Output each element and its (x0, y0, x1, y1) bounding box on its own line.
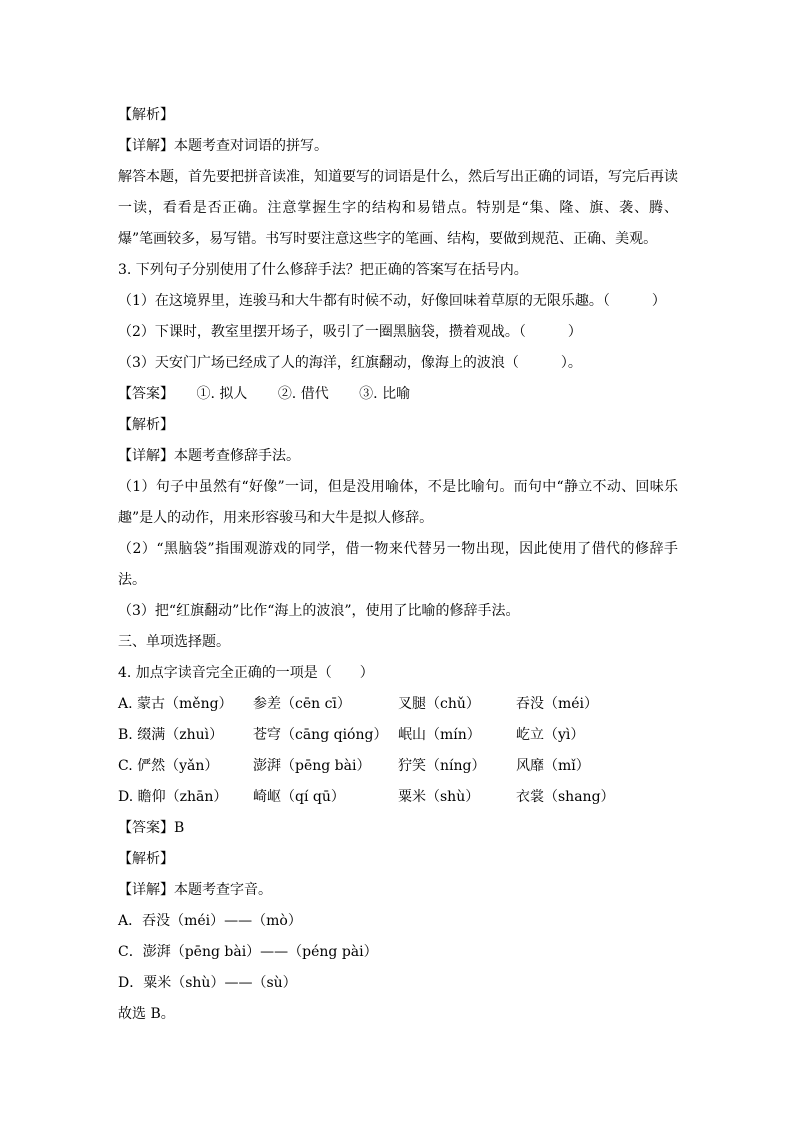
document-page (118, 100, 678, 1030)
analysis-heading: 【解析】 (118, 107, 174, 123)
answer-item: ③. 比喻 (359, 386, 411, 402)
detail-heading: 【详解】本题考查修辞手法。 (118, 448, 300, 464)
question-4: 4. 加点字读音完全正确的一项是（ ） (118, 665, 374, 681)
answer-label: 【答案】 (118, 386, 174, 402)
question-3-sentence-2: （2）下课时，教室里摆开场子，吸引了一圈黑脑袋，攒着观战。（ ） (118, 324, 582, 340)
option-row-c (118, 751, 678, 782)
correction-a: A．吞没（méi）——（mò） (118, 913, 302, 929)
question-3-sentence-1: （1）在这境界里，连骏马和大牛都有时候不动，好像回味着草原的无限乐趣。（ ） (118, 293, 666, 309)
explanation-2: （2）“黑脑袋”指围观游戏的同学，借一物来代替另一物出现，因此使用了借代的修辞手法。 (118, 541, 678, 588)
option-row-a (118, 689, 678, 720)
correction-d: D．粟米（shù）——（sù） (118, 975, 297, 991)
option-cell: 粟米（shù） (398, 789, 480, 805)
option-row-d (118, 782, 678, 813)
option-row-b (118, 720, 678, 751)
option-cell: A. 蒙古（měng） (118, 696, 233, 712)
question-3: 3. 下列句子分别使用了什么修辞手法？把正确的答案写在括号内。 (118, 262, 528, 278)
answer-item: ①. 拟人 (196, 386, 248, 402)
conclusion: 故选 B。 (118, 1006, 175, 1022)
option-cell: 吞没（méi） (516, 696, 599, 712)
option-cell: 崎岖（qí qū） (253, 789, 345, 805)
explanation-1: （1）句子中虽然有“好像”一词，但是没用喻体，不是比喻句。而句中“静立不动、回味乐趣”是人的动作，用来形容骏马和大牛是拟人修辞。 (118, 479, 678, 526)
option-cell: B. 缀满（zhuì） (118, 727, 224, 743)
option-cell: 参差（cēn cī） (253, 696, 351, 712)
option-cell: 苍穹（cāng qióng） (253, 727, 388, 743)
question-3-sentence-3: （3）天安门广场已经成了人的海洋，红旗翻动，像海上的波浪（ ）。 (118, 355, 582, 371)
option-cell: 衣裳（shang） (516, 789, 615, 805)
explanation-3: （3）把“红旗翻动”比作“海上的波浪”，使用了比喻的修辞手法。 (118, 603, 520, 619)
detail-heading: 【详解】本题考查字音。 (118, 882, 272, 898)
option-cell: 岷山（mín） (398, 727, 481, 743)
correction-c: C．澎湃（pēng bài）——（péng pài） (118, 944, 378, 960)
analysis-paragraph: 解答本题，首先要把拼音读准，知道要写的词语是什么，然后写出正确的词语，写完后再读一读，看看是否正确。注意掌握生字的结构和易错点。特别是“集、隆、旗、袭、腾、爆”笔画较多，易写错。书写时要注意这些字的笔画、结构，要做到规范、正确、美观。 (118, 169, 678, 247)
answer-4: 【答案】B (118, 820, 185, 836)
answer-3 (118, 379, 678, 410)
option-cell: 澎湃（pēng bài） (253, 758, 371, 774)
option-cell: D. 瞻仰（zhān） (118, 789, 228, 805)
option-cell: 狞笑（níng） (398, 758, 486, 774)
answer-item: ②. 借代 (277, 386, 329, 402)
section-heading: 三、单项选择题。 (118, 634, 230, 650)
analysis-heading: 【解析】 (118, 851, 174, 867)
detail-heading: 【详解】本题考查对词语的拼写。 (118, 138, 328, 154)
analysis-heading: 【解析】 (118, 417, 174, 433)
option-cell: 叉腿（chǔ） (398, 696, 480, 712)
option-cell: C. 俨然（yǎn） (118, 758, 219, 774)
option-cell: 屹立（yì） (516, 727, 585, 743)
option-cell: 风靡（mǐ） (516, 758, 590, 774)
